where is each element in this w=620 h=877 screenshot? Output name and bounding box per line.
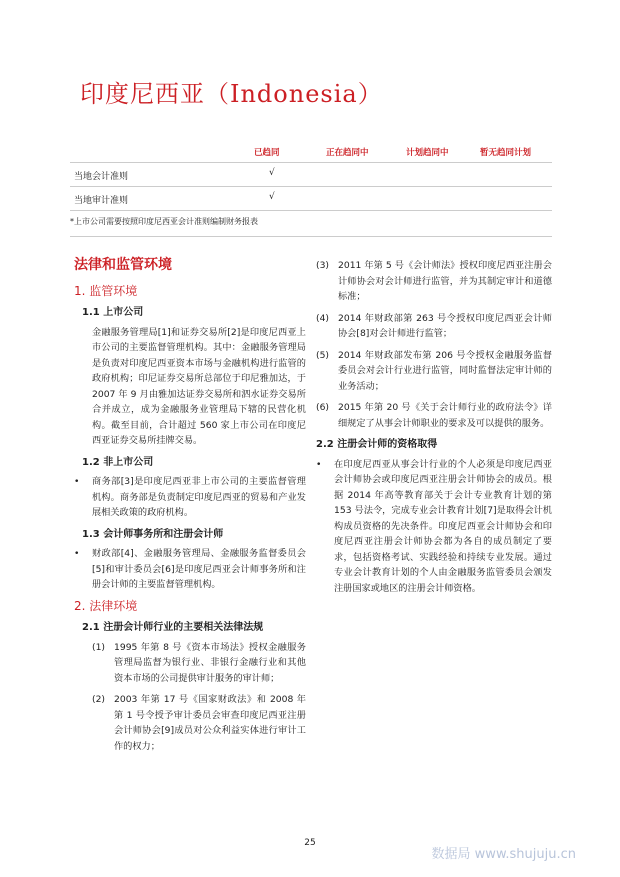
bullet-paragraph: • 在印度尼西亚从事会计行业的个人必须是印度尼西亚会计师协会或印度尼西亚注册会计师协会的成员。根据 2014 年高等教育部关于会计专业教育计划的第 153 号法令，完成专业会计教育计划[7]是取得会计机构成员资格的先决条件。印度尼西亚会计师协会和印度尼西亚注册会计师协会都为各自的成员制定了要求，包括资格考试、实践经验和持续专业发展。通过专业会计教育计划的个人由金融服务监管委员会颁发注册国家或地区的注册会计师资格。 — [316, 457, 552, 597]
section-heading: 法律和监管环境 — [74, 257, 172, 273]
header-converging: 正在趋同中 — [326, 148, 369, 158]
item-number: (4) — [316, 312, 330, 324]
left-column — [74, 258, 306, 760]
item-number: (2) — [92, 694, 106, 705]
list-item — [316, 311, 552, 342]
item-text: 2014 年财政部第 263 号令授权印度尼西亚会计师协会[8]对会计师进行监管； — [338, 312, 552, 339]
page-title: 印度尼西亚（Indonesia） — [80, 80, 383, 108]
bullet-paragraph: • 商务部[3]是印度尼西亚非上市公司的主要监督管理机构。商务部是负责制定印度尼西亚的贸易和产业发展相关政策的政府机构。 — [74, 474, 306, 521]
header-no-plan: 暂无趋同计划 — [480, 148, 532, 158]
check-mark: √ — [269, 192, 275, 202]
item-text: 2011 年第 5 号《会计师法》授权印度尼西亚注册会计师协会对会计师进行监管，并为其制定审计和道德标准； — [338, 260, 552, 302]
item-number: (3) — [316, 260, 330, 271]
subsubsection-heading: 1.3 会计师事务所和注册会计师 — [82, 528, 224, 540]
item-number: (1) — [92, 641, 106, 653]
subsubsection-heading: 2.2 注册会计师的资格取得 — [316, 439, 438, 450]
list-item — [316, 348, 552, 395]
bullet-paragraph: • 财政部[4]、金融服务管理局、金融服务监督委员会[5]和审计委员会[6]是印度尼西亚会计师事务所和注册会计师的主要监督管理机构。 — [74, 546, 306, 593]
subsection-heading: 2. 法律环境 — [74, 598, 138, 613]
convergence-table — [70, 142, 552, 211]
item-number: (5) — [316, 349, 330, 361]
item-number: (6) — [316, 402, 330, 413]
list-item — [92, 640, 306, 687]
table-header — [70, 142, 552, 163]
right-column — [316, 258, 552, 602]
table-row — [70, 163, 552, 187]
page-number: 25 — [304, 838, 316, 848]
item-text: 1995 年第 8 号《资本市场法》授权金融服务管理局监督为银行业、非银行金融行业和其他资本市场的公司提供审计服务的审计师； — [114, 641, 306, 684]
header-planned: 计划趋同中 — [406, 148, 449, 158]
table-note: *上市公司需要按照印度尼西亚会计准则编制财务报表 — [70, 217, 258, 226]
table-row — [70, 187, 552, 211]
header-converged: 已趋同 — [254, 148, 280, 158]
paragraph: 金融服务管理局[1]和证券交易所[2]是印度尼西亚上市公司的主要监督管理机构。其中：金融服务管理局是负责对印度尼西亚资本市场与金融机构进行监管的政府机构；印尼证券交易所总部位于印尼雅加达，于 2007 年 9 月由雅加达证券交易所和泗水证券交易所合并成立，成为金融服务业管理局下辖的民营化机构。截至目前，合计超过 560 家上市公司在印度尼西亚证券交易所挂牌交易。 — [92, 326, 306, 446]
item-text: 2003 年第 17 号《国家财政法》和 2008 年第 1 号令授予审计委员会审查印度尼西亚注册会计师协会[9]成员对公众利益实体进行审计工作的权力； — [114, 694, 306, 752]
subsubsection-heading: 1.2 非上市公司 — [82, 456, 154, 468]
item-text: 2014 年财政部发布第 206 号令授权金融服务监督委员会对会计行业进行监管，同时监督法定审计师的业务活动； — [338, 349, 552, 392]
list-item — [92, 692, 306, 754]
list-item — [316, 258, 552, 305]
row-label: 当地审计准则 — [74, 196, 129, 206]
item-text: 2015 年第 20 号《关于会计师行业的政府法令》详细规定了从事会计师职业的要求及可以提供的服务。 — [338, 402, 552, 429]
subsection-heading: 1. 监管环境 — [74, 283, 138, 298]
subsubsection-heading: 1.1 上市公司 — [82, 307, 144, 318]
check-mark: √ — [269, 168, 275, 178]
row-label: 当地会计准则 — [74, 172, 129, 182]
list-item — [316, 400, 552, 431]
subsubsection-heading: 2.1 注册会计师行业的主要相关法律法规 — [82, 622, 264, 633]
watermark: 数据局 www.shujuju.cn — [431, 847, 576, 862]
divider — [70, 236, 552, 237]
